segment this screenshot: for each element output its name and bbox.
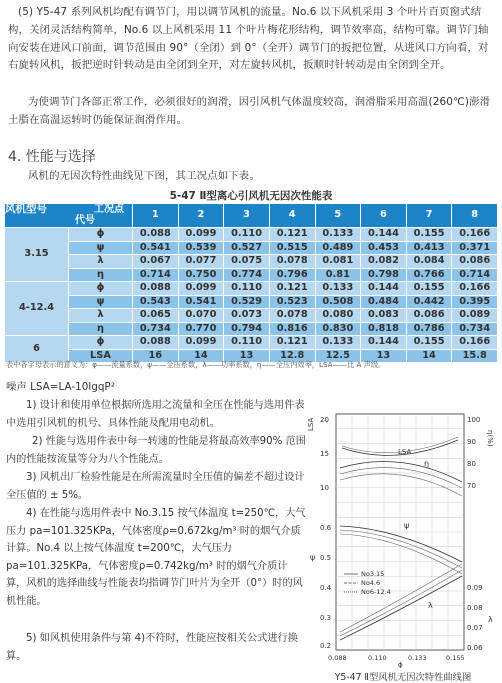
lambda-curve-label: λ	[428, 601, 433, 610]
value-cell: 0.484	[361, 295, 407, 309]
value-cell: 0.714	[133, 268, 179, 282]
value-cell: 0.144	[361, 282, 407, 296]
value-cell: 0.110	[224, 336, 270, 350]
value-cell: 12.8	[269, 349, 315, 363]
symbol-cell: ψ	[69, 295, 133, 309]
model-cell: 6	[5, 336, 69, 363]
value-cell: 0.523	[269, 295, 315, 309]
eta-curve-label: η	[424, 459, 430, 468]
value-cell: 0.515	[269, 241, 315, 255]
value-cell: 0.734	[452, 322, 498, 336]
table-legend-note: 表中各字母表示的意义为：φ——流量系数，ψ——全压系数，λ——功率系数，η——全压内效率，LSA——比 A 声级。	[6, 360, 386, 369]
value-cell: 0.714	[452, 268, 498, 282]
psi-axis-title: ψ	[310, 553, 316, 562]
psi-tick: 0.5	[320, 554, 332, 562]
point-header: 1	[133, 204, 179, 228]
x-tick: 0.088	[328, 654, 347, 662]
lsa-tick: 20	[320, 416, 329, 424]
value-cell: 0.830	[315, 322, 361, 336]
eta-tick: 80	[467, 460, 476, 468]
table-row	[5, 228, 498, 242]
value-cell: 0.734	[133, 322, 179, 336]
psi-curve-3	[340, 534, 462, 574]
psi-tick: 0.6	[320, 524, 332, 532]
psi-tick: 0.4	[320, 584, 332, 592]
value-cell: 0.099	[178, 336, 224, 350]
eta-tick: 90	[467, 438, 476, 446]
value-cell: 0.818	[361, 322, 407, 336]
section-intro: 风机的无因次特性曲线见下图，其工况点如下表。	[28, 170, 260, 182]
eta-axis-title: η(%)	[486, 430, 494, 447]
value-cell: 0.442	[406, 295, 452, 309]
value-cell: 0.110	[224, 228, 270, 242]
value-cell: 0.099	[178, 282, 224, 296]
value-cell: 0.453	[361, 241, 407, 255]
eta-tick: 70	[467, 482, 476, 490]
value-cell: 0.395	[452, 295, 498, 309]
value-cell: 0.070	[178, 309, 224, 323]
value-cell: 0.371	[452, 241, 498, 255]
psi-tick: 0.3	[320, 614, 332, 622]
value-cell: 0.489	[315, 241, 361, 255]
value-cell: 12.5	[315, 349, 361, 363]
value-cell: 0.088	[133, 282, 179, 296]
table-row	[5, 282, 498, 296]
x-tick: 0.155	[446, 654, 465, 662]
point-header: 8	[452, 204, 498, 228]
value-cell: 0.099	[178, 228, 224, 242]
value-cell: 0.508	[315, 295, 361, 309]
value-cell: 0.816	[269, 322, 315, 336]
value-cell: 0.110	[224, 282, 270, 296]
value-cell: 0.089	[452, 309, 498, 323]
section-title: 4. 性能与选择	[8, 149, 96, 165]
symbol-cell: λ	[69, 309, 133, 323]
value-cell: 0.067	[133, 255, 179, 269]
value-cell: 0.413	[406, 241, 452, 255]
value-cell: 0.81	[315, 268, 361, 282]
x-tick: 0.133	[408, 654, 427, 662]
value-cell: 0.133	[315, 336, 361, 350]
lambda-curve-2	[340, 570, 462, 636]
symbol-cell: ψ	[69, 241, 133, 255]
table-title: 5-47 Ⅱ型离心引风机无因次性能表	[169, 190, 333, 202]
chart-legend	[344, 570, 391, 596]
lambda-tick: 0.07	[467, 624, 483, 632]
legend-item: No4.6	[361, 579, 381, 587]
value-cell: 0.121	[269, 282, 315, 296]
paragraph-4: 4) 在性能与选用件表中 No.3.15 按气体温度 t=250℃，大气压力 pa=101.325KPa，气体密度ρ=0.672kg/m³ 时的烟气介质计算。No.4 以上按气体温度 t=200℃，大气压力 pa=101.325KPa，气体密度ρ=0.742kg/m³ 时的烟气介质计算，风机的选择曲线与性能表均指调节门叶片为全开（0°）时的风机性能。	[6, 508, 306, 607]
lambda-curve	[340, 576, 462, 640]
value-cell: 0.155	[406, 228, 452, 242]
lsa-tick: 10	[320, 484, 329, 492]
x-tick: 0.110	[368, 654, 387, 662]
value-cell: 0.786	[406, 322, 452, 336]
lambda-tick: 0.06	[467, 644, 483, 652]
table-row	[5, 322, 498, 336]
table-row	[5, 336, 498, 350]
value-cell: 0.086	[452, 255, 498, 269]
psi-tick: 0.2	[320, 642, 332, 650]
paragraph-lubrication: 为使调节门各部正常工作，必须很好的润滑，因引风机气体温度较高，润滑脂采用高温(260℃)澎滑土脂在高温运转时仍能保证润滑作用。	[8, 96, 491, 126]
model-cell: 3.15	[5, 228, 69, 282]
psi-curve-label: ψ	[404, 521, 410, 530]
value-cell: 0.798	[361, 268, 407, 282]
lsa-curve-label: LSA	[398, 448, 412, 456]
table-row	[5, 255, 498, 269]
value-cell: 0.166	[452, 336, 498, 350]
performance-table	[4, 203, 498, 363]
point-header: 5	[315, 204, 361, 228]
point-header: 7	[406, 204, 452, 228]
table-row	[5, 241, 498, 255]
legend-item: No3.15	[361, 570, 385, 578]
value-cell: 0.796	[269, 268, 315, 282]
corner-sub-label: 代号	[75, 214, 95, 226]
corner-top-label: 工况点	[94, 204, 124, 215]
value-cell: 14	[178, 349, 224, 363]
value-cell: 0.144	[361, 228, 407, 242]
eta-curve-3	[340, 474, 462, 496]
paragraph-5: 5) 如风机使用条件与第 4)不符时，性能应按相关公式进行换算。	[6, 633, 298, 662]
value-cell: 13	[224, 349, 270, 363]
lsa-axis-title: LSA	[307, 417, 315, 431]
value-cell: 0.073	[224, 309, 270, 323]
value-cell: 14	[406, 349, 452, 363]
value-cell: 15.8	[452, 349, 498, 363]
value-cell: 0.529	[224, 295, 270, 309]
symbol-cell: λ	[69, 255, 133, 269]
lsa-tick: 15	[320, 450, 329, 458]
model-cell: 4-12.4	[5, 282, 69, 336]
value-cell: 0.539	[178, 241, 224, 255]
value-cell: 0.155	[406, 336, 452, 350]
chart-caption: Y5-47 Ⅱ型风机无因次特性曲线图	[334, 672, 472, 683]
table-row	[5, 295, 498, 309]
lambda-axis-title: λ	[488, 615, 493, 624]
eta-tick: 100	[467, 416, 481, 424]
lambda-tick: 0.09	[467, 584, 483, 592]
value-cell: 0.541	[178, 295, 224, 309]
value-cell: 0.133	[315, 282, 361, 296]
value-cell: 0.121	[269, 336, 315, 350]
value-cell: 0.774	[224, 268, 270, 282]
paragraph-damper: (5) Y5-47 系列风机均配有调节门，用以调节风机的流量。No.6 以下风机采用 3 个叶片百页窗式结构，关闭灵活结构简单，No.6 以上风机采用 11 个叶片梅花形结构，调节效率高，结构可靠。调节门轴向安装在进风口前面，调节范围由 90°（全闭）到 0°（全开）调节门的扳把位置，从进风口方向看，对右旋转风机，扳把逆时针转动是由全闭到全开，对左旋转风机，扳顺时针转动是由全闭到全开。	[8, 6, 489, 72]
paragraph-3: 3) 风机出厂检验性能是在所需流量时全压值的偏差不超过设计全压值的 ± 5%。	[6, 472, 305, 501]
value-cell: 0.086	[406, 309, 452, 323]
paragraph-1: 1) 设计和使用单位根据所选用之流量和全压在性能与选用件表中选用引风机的机号、具体性能及配用电动机。	[6, 400, 305, 429]
value-cell: 0.166	[452, 228, 498, 242]
value-cell: 0.527	[224, 241, 270, 255]
table-corner	[5, 204, 133, 228]
eta-curve-2	[340, 468, 462, 488]
value-cell: 0.077	[178, 255, 224, 269]
value-cell: 0.088	[133, 228, 179, 242]
noise-formula: 噪声 LSA=LA-10lgqP²	[6, 381, 115, 393]
value-cell: 0.750	[178, 268, 224, 282]
value-cell: 0.083	[361, 309, 407, 323]
value-cell: 0.078	[269, 255, 315, 269]
value-cell: 0.144	[361, 336, 407, 350]
point-header: 2	[178, 204, 224, 228]
table-row	[5, 309, 498, 323]
x-axis-title: ϕ	[398, 661, 403, 668]
value-cell: 0.794	[224, 322, 270, 336]
symbol-cell: η	[69, 268, 133, 282]
paragraph-2: 2) 性能与选用件表中每一转速的性能是将最高效率90% 范围内的性能按流量等分为八个性能点。	[6, 436, 306, 465]
value-cell: 0.543	[133, 295, 179, 309]
symbol-cell: ϕ	[69, 282, 133, 296]
symbol-cell: ϕ	[69, 336, 133, 350]
symbol-cell: ϕ	[69, 228, 133, 242]
value-cell: 0.133	[315, 228, 361, 242]
lambda-curve-3	[340, 564, 462, 632]
value-cell: 0.088	[133, 336, 179, 350]
value-cell: 0.075	[224, 255, 270, 269]
value-cell: 0.081	[315, 255, 361, 269]
value-cell: 0.166	[452, 282, 498, 296]
value-cell: 0.121	[269, 228, 315, 242]
table-row	[5, 268, 498, 282]
value-cell: 0.082	[361, 255, 407, 269]
value-cell: 0.541	[133, 241, 179, 255]
point-header: 3	[224, 204, 270, 228]
value-cell: 0.770	[178, 322, 224, 336]
value-cell: 0.065	[133, 309, 179, 323]
corner-left-label: 风机型号	[5, 203, 47, 215]
value-cell: 0.766	[406, 268, 452, 282]
legend-item: No6-12.4	[361, 588, 391, 596]
value-cell: 16	[133, 349, 179, 363]
eta-curve	[340, 462, 462, 482]
symbol-cell: η	[69, 322, 133, 336]
symbol-cell: LSA	[69, 349, 133, 363]
value-cell: 0.084	[406, 255, 452, 269]
value-cell: 13	[361, 349, 407, 363]
value-cell: 0.078	[269, 309, 315, 323]
table-header-row	[5, 204, 498, 228]
characteristic-curve-chart	[306, 410, 498, 668]
point-header: 4	[269, 204, 315, 228]
point-header: 6	[361, 204, 407, 228]
value-cell: 0.155	[406, 282, 452, 296]
lambda-tick: 0.08	[467, 604, 483, 612]
value-cell: 0.080	[315, 309, 361, 323]
